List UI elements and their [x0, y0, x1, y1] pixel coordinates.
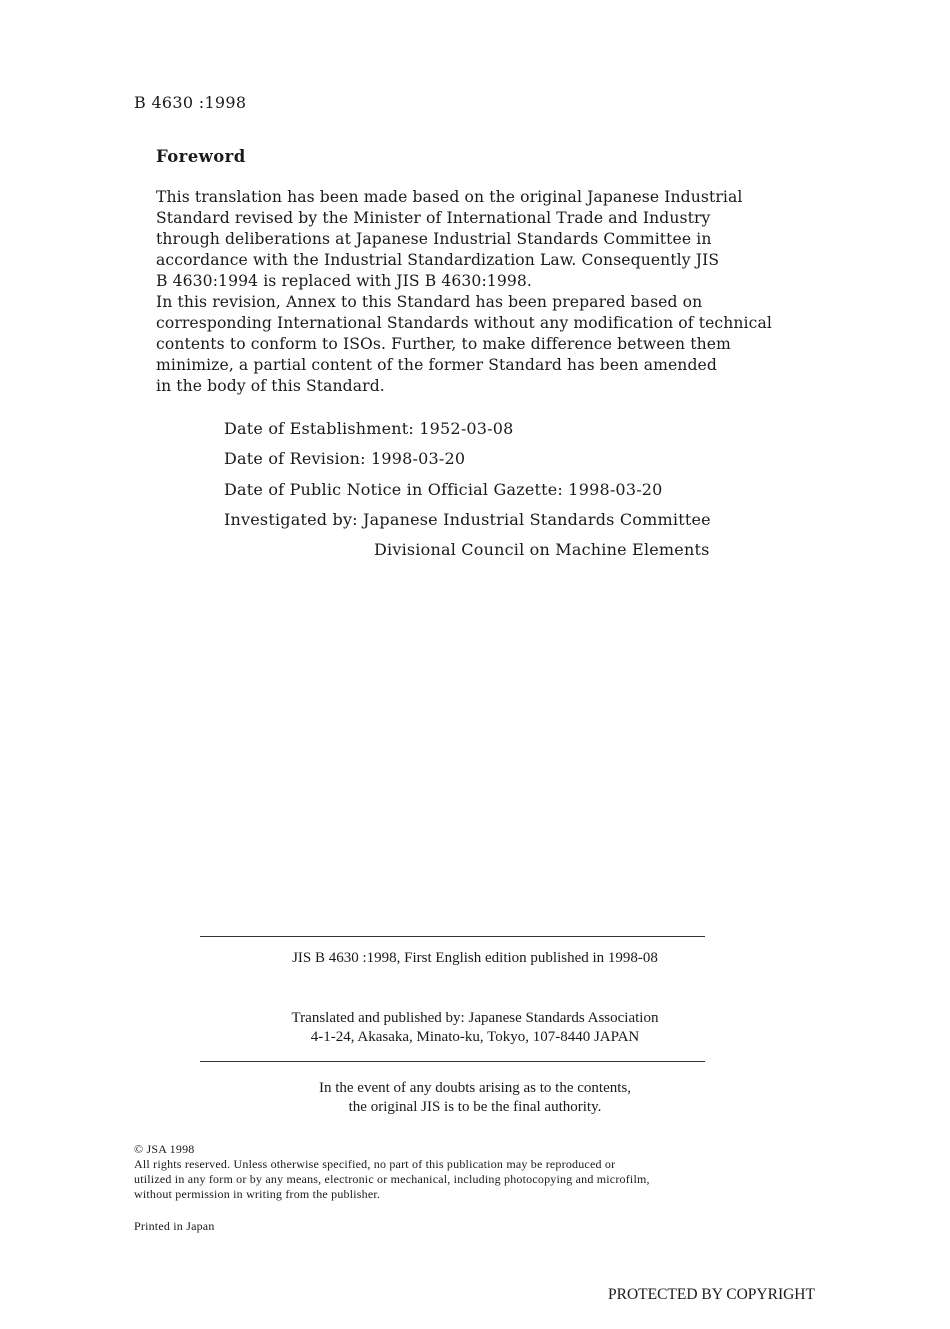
foreword-line: contents to conform to ISOs. Further, to make difference between them — [156, 335, 731, 353]
copyright-watermark: PROTECTED BY COPYRIGHT — [608, 1286, 815, 1303]
foreword-line: through deliberations at Japanese Industrial Standards Committee in — [156, 230, 712, 248]
foreword-line: accordance with the Industrial Standardization Law. Consequently JIS — [156, 251, 720, 269]
rights-line: utilized in any form or by any means, electronic or mechanical, including photocopying and microfilm, — [134, 1172, 650, 1186]
foreword-line: corresponding International Standards without any modification of technical — [156, 314, 772, 332]
date-of-establishment: Date of Establishment: 1952-03-08 — [224, 419, 514, 438]
foreword-line: Standard revised by the Minister of International Trade and Industry — [156, 209, 711, 227]
address-line: 4-1-24, Akasaka, Minato-ku, Tokyo, 107-8440 JAPAN — [310, 1029, 640, 1045]
foreword-line: In this revision, Annex to this Standard has been prepared based on — [156, 293, 703, 311]
foreword-line: in the body of this Standard. — [156, 377, 385, 395]
divider-bottom — [200, 1061, 705, 1062]
investigated-by: Investigated by: Japanese Industrial Standards Committee — [224, 510, 711, 529]
date-of-public-notice: Date of Public Notice in Official Gazette: 1998-03-20 — [224, 480, 663, 499]
printed-in: Printed in Japan — [134, 1219, 215, 1233]
foreword-line: This translation has been made based on the original Japanese Industrial — [156, 188, 743, 206]
document-number: B 4630 :1998 — [134, 93, 247, 112]
divisional-council: Divisional Council on Machine Elements — [374, 540, 710, 559]
doubts-line-2: the original JIS is to be the final authority. — [348, 1099, 602, 1115]
rights-line: All rights reserved. Unless otherwise specified, no part of this publication may be reproduced or — [134, 1157, 616, 1171]
foreword-line: B 4630:1994 is replaced with JIS B 4630:1998. — [156, 272, 532, 290]
doubts-line-1: In the event of any doubts arising as to the contents, — [318, 1080, 631, 1096]
rights-line: without permission in writing from the publisher. — [134, 1187, 381, 1201]
foreword-heading: Foreword — [156, 147, 246, 166]
foreword-line: minimize, a partial content of the former Standard has been amended — [156, 356, 717, 374]
divider-top — [200, 936, 705, 937]
edition-line: JIS B 4630 :1998, First English edition published in 1998-08 — [292, 950, 658, 966]
copyright-notice: © JSA 1998 — [134, 1142, 195, 1156]
date-of-revision: Date of Revision: 1998-03-20 — [224, 449, 466, 468]
translated-by-line: Translated and published by: Japanese Standards Association — [291, 1010, 659, 1026]
